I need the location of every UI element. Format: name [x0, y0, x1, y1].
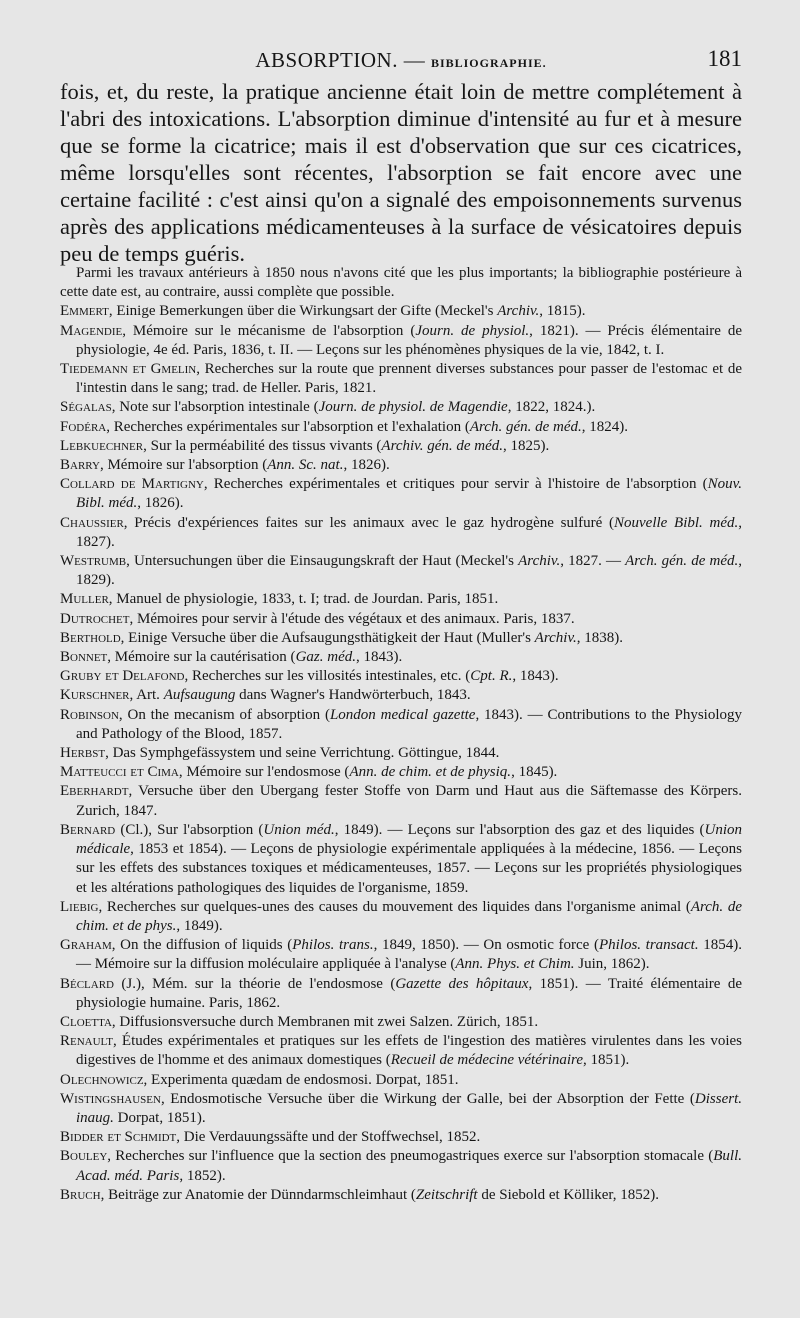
bibliography-entry [60, 610, 742, 629]
entry-author: Collard de Martigny [60, 476, 204, 493]
entry-author: Magendie [60, 322, 123, 339]
entry-text: , Einige Bemerkungen über die Wirkungsart der Gifte (Meckel's [108, 303, 498, 320]
entry-source-title: Arch. gén. de méd. [625, 553, 739, 570]
entry-author: Béclard [60, 975, 115, 992]
entry-text: , Recherches sur quelques-unes des causes du mouvement des liquides dans l'organisme animal ( [98, 898, 691, 915]
bibliography-list [60, 302, 742, 1205]
entry-text: , Recherches sur l'influence que la section des pneumogastriques exerce sur l'absorption stomacale ( [107, 1148, 714, 1165]
entry-author: Liebig [60, 898, 99, 915]
entry-text: , 1852). [179, 1167, 226, 1184]
entry-text: , Précis d'expériences faites sur les animaux avec le gaz hydrogène sulfuré ( [123, 514, 614, 531]
entry-author: Bernard [60, 821, 116, 838]
entry-author: Renault [60, 1033, 113, 1050]
bibliography-entry [60, 302, 742, 321]
entry-author: Cloetta [60, 1013, 112, 1030]
entry-text: , Art. [129, 687, 164, 704]
entry-source-title: Journ. de physiol. de Magendie [318, 399, 508, 416]
entry-text: , On the diffusion of liquids ( [111, 937, 293, 954]
entry-text: , Versuche über den Ubergang fester Stoffe von Darm und Haut aus die Säftemasse des Körpers. Zurich, 1847. [76, 783, 742, 819]
entry-text: , 1826). [343, 457, 390, 474]
entry-text: , 1824). [581, 418, 629, 435]
entry-text: , Mémoire sur le mécanisme de l'absorption ( [122, 322, 416, 339]
entry-text: , 1853 et 1854). — Leçons de physiologie expérimentale appliquées à la médecine, 1856. — Leçons sur les effets des substances toxiques et médicamenteuses, 1857. — Leçons sur les propriétés physiologiques et les altérations pathologiques des liquides de l'organisme, 1859. [76, 841, 742, 896]
entry-text: , 1845). [511, 764, 558, 781]
bibliography-entry [60, 1071, 742, 1090]
entry-source-title: Union méd. [263, 821, 335, 838]
entry-source-title: London medical gazette [329, 706, 476, 723]
entry-text: , Mémoire sur l'absorption ( [99, 457, 268, 474]
bibliography-entry [60, 322, 742, 360]
entry-text: dans Wagner's Handwörterbuch, 1843. [235, 687, 471, 704]
entry-text: , Experimenta quædam de endosmosi. Dorpat, 1851. [143, 1071, 459, 1088]
running-title-main: ABSORPTION. — [255, 48, 431, 72]
entry-author: Herbst [60, 745, 106, 762]
bibliography-entry [60, 629, 742, 648]
entry-source-title: Bull. Acad. méd. Paris [76, 1148, 742, 1184]
entry-text: , 1829). [76, 553, 742, 589]
entry-author: Robinson [60, 706, 119, 723]
bibliography-entry [60, 1128, 742, 1147]
entry-text: , Mémoire sur la cautérisation ( [107, 649, 296, 666]
entry-source-title: Recueil de médecine vétérinaire [390, 1052, 583, 1069]
entry-text: , Études expérimentales et pratiques sur les effets de l'ingestion des matières virulentes dans les voies digestives de l'homme et des animaux domestiques ( [76, 1033, 742, 1069]
bibliography-entry [60, 590, 742, 609]
bibliography-entry [60, 1186, 742, 1205]
page-number: 181 [707, 46, 742, 71]
entry-author: Barry [60, 457, 100, 474]
bibliography [60, 264, 742, 1205]
entry-text: , 1822, 1824.). [507, 399, 596, 416]
entry-author: Kurschner [60, 687, 130, 704]
entry-text: , 1843). [512, 668, 559, 685]
bibliography-entry [60, 1090, 742, 1128]
entry-author: Wistingshausen [60, 1090, 161, 1107]
entry-source-title: Aufsaugung [163, 687, 236, 704]
entry-source-title: Ann. Phys. et Chim. [455, 956, 575, 973]
entry-author: Dutrochet [60, 610, 130, 627]
entry-text: , Die Verdauungssäfte und der Stoffwechsel, 1852. [176, 1129, 481, 1146]
bibliography-entry [60, 898, 742, 936]
entry-text: , Sur la perméabilité des tissus vivants ( [143, 437, 382, 454]
entry-source-title: Journ. de physiol. [415, 322, 530, 339]
entry-author: Bouley [60, 1148, 108, 1165]
bibliography-entry [60, 686, 742, 705]
entry-text: , 1821). — Précis élémentaire de physiologie, 4e éd. Paris, 1836, t. II. — Leçons sur les phénomènes physiques de la vie, 1842, t. I. [76, 322, 743, 358]
entry-author: Emmert [60, 303, 109, 320]
entry-text: , 1827). [76, 514, 742, 550]
bibliography-note: Parmi les travaux antérieurs à 1850 nous n'avons cité que les plus importants; la bibliographie postérieure à cette date est, au contraire, aussi complète que possible. [60, 265, 742, 301]
entry-text: Dorpat, 1851). [113, 1109, 206, 1126]
entry-text: de Siebold et Kölliker, 1852). [477, 1186, 660, 1203]
entry-text: , 1826). [137, 495, 184, 512]
entry-author: Ségalas [60, 399, 112, 416]
bibliography-entry [60, 763, 742, 782]
entry-text: , Recherches sur les villosités intestinales, etc. ( [184, 668, 471, 685]
bibliography-entry [60, 1013, 742, 1032]
entry-author: Chaussier [60, 514, 124, 531]
entry-text: , On the mecanism of absorption ( [118, 706, 330, 723]
entry-author: Olechnowicz [60, 1071, 144, 1088]
entry-text: Juin, 1862). [574, 956, 650, 973]
bibliography-entry [60, 1032, 742, 1070]
entry-text: (J.), Mém. sur la théorie de l'endosmose ( [114, 975, 396, 992]
entry-text: , 1815). [539, 303, 586, 320]
entry-source-title: Ann. de chim. et de physiq. [349, 764, 512, 781]
entry-source-title: Philos. trans. [292, 937, 374, 954]
entry-author: Eberhardt [60, 783, 129, 800]
entry-source-title: Dissert. inaug. [76, 1090, 742, 1126]
entry-source-title: Arch. de chim. et de phys. [76, 898, 742, 934]
entry-text: (Cl.), Sur l'absorption ( [115, 821, 264, 838]
bibliography-entry [60, 360, 742, 398]
running-header [60, 44, 742, 76]
bibliography-entry [60, 475, 742, 513]
entry-text: , 1849, 1850). — On osmotic force ( [373, 937, 599, 954]
entry-text: , Note sur l'absorption intestinale ( [111, 399, 319, 416]
entry-author: Tiedemann et Gmelin [60, 361, 197, 378]
bibliography-entry [60, 648, 742, 667]
bibliography-entry [60, 744, 742, 763]
entry-text: , Diffusionsversuche durch Membranen mit zwei Salzen. Zürich, 1851. [111, 1013, 539, 1030]
bibliography-entry [60, 821, 742, 898]
entry-author: Lebkuechner [60, 437, 144, 454]
entry-text: , 1851). [583, 1052, 630, 1069]
bibliography-entry [60, 552, 742, 590]
bibliography-entry [60, 975, 742, 1013]
bibliography-entry [60, 936, 742, 974]
entry-source-title: Archiv. gén. de méd. [381, 437, 504, 454]
entry-text: , Untersuchungen über die Einsaugungskraft der Haut (Meckel's [126, 553, 519, 570]
entry-source-title: Gaz. méd. [295, 649, 356, 666]
entry-text: , 1825). [503, 437, 550, 454]
entry-text: , Mémoire sur l'endosmose ( [178, 764, 350, 781]
entry-text: , Das Symphgefässystem und seine Verrichtung. Göttingue, 1844. [105, 745, 500, 762]
entry-author: Berthold [60, 629, 121, 646]
entry-author: Bruch [60, 1186, 101, 1203]
entry-source-title: Arch. gén. de méd. [469, 418, 582, 435]
entry-text: , Recherches expérimentales et critiques pour servir à l'histoire de l'absorption ( [203, 476, 708, 493]
entry-source-title: Nouvelle Bibl. méd. [614, 514, 739, 531]
bibliography-entry [60, 667, 742, 686]
entry-source-title: Ann. Sc. nat. [267, 457, 344, 474]
entry-source-title: Zeitschrift [415, 1186, 478, 1203]
bibliography-entry [60, 514, 742, 552]
entry-author: Matteucci et Cima [60, 764, 179, 781]
running-title [60, 48, 742, 73]
entry-text: , 1827. — [560, 553, 626, 570]
bibliography-entry [60, 398, 742, 417]
bibliography-entry [60, 782, 742, 820]
bibliography-entry [60, 418, 742, 437]
entry-text: , 1849). [176, 917, 223, 934]
entry-text: , Einige Versuche über die Aufsaugungsthätigkeit der Haut (Muller's [120, 629, 535, 646]
entry-source-title: Nouv. Bibl. méd. [76, 476, 742, 512]
entry-source-title: Philos. transact. [598, 937, 699, 954]
entry-text: , 1843). [355, 649, 403, 666]
entry-author: Muller [60, 591, 109, 608]
entry-text: , Manuel de physiologie, 1833, t. I; trad. de Jourdan. Paris, 1851. [108, 591, 499, 608]
entry-text: , Beiträge zur Anatomie der Dünndarmschleimhaut ( [100, 1186, 416, 1203]
entry-text: , 1838). [576, 629, 623, 646]
entry-text: , 1851). — Traité élémentaire de physiologie humaine. Paris, 1862. [76, 975, 742, 1011]
bibliography-entry [60, 1147, 742, 1185]
entry-text: , Mémoires pour servir à l'étude des végétaux et des animaux. Paris, 1837. [129, 610, 575, 627]
running-title-section: BIBLIOGRAPHIE. [430, 56, 547, 70]
entry-text: , Endosmotische Versuche über die Wirkung der Galle, bei der Absorption der Fette ( [160, 1090, 695, 1107]
entry-text: , Recherches sur la route que prennent diverses substances pour passer de l'estomac et de l'intestin dans le sang; trad. de Heller. Paris, 1821. [76, 361, 742, 397]
bibliography-entry [60, 706, 742, 744]
entry-author: Gruby et Delafond [60, 668, 185, 685]
entry-author: Bidder et Schmidt [60, 1129, 177, 1146]
entry-text: 1854). — Mémoire sur la diffusion moléculaire appliquée à l'analyse ( [76, 937, 742, 973]
bibliography-entry [60, 437, 742, 456]
entry-text: , 1843). — Contributions to the Physiology and Pathology of the Blood, 1857. [76, 706, 742, 742]
entry-author: Westrumb [60, 553, 127, 570]
entry-source-title: Gazette des hôpitaux [395, 975, 529, 992]
intro-paragraph: fois, et, du reste, la pratique ancienne était loin de mettre complétement à l'abri des intoxications. L'absorption diminue d'intensité au fur et à mesure que se forme la cicatrice; mais il est d'observation que sur ces cicatrices, même lorsqu'elles sont récentes, l'absorption se fait encore avec une certaine facilité : c'est ainsi qu'on a signalé des empoisonnements survenus après des applications médicamenteuses à la surface de vésicatoires depuis peu de temps guéris. [60, 79, 742, 266]
bibliography-entry [60, 456, 742, 475]
entry-source-title: Archiv. [497, 303, 540, 320]
entry-source-title: Archiv. [518, 553, 561, 570]
entry-source-title: Cpt. R. [470, 668, 513, 685]
entry-author: Bonnet [60, 649, 108, 666]
entry-source-title: Archiv. [534, 629, 577, 646]
entry-text: , 1849). — Leçons sur l'absorption des gaz et des liquides ( [334, 821, 705, 838]
entry-source-title: Union médicale [76, 821, 742, 858]
entry-author: Fodéra [60, 418, 107, 435]
entry-text: , Recherches expérimentales sur l'absorption et l'exhalation ( [106, 418, 470, 435]
entry-author: Graham [60, 937, 112, 954]
